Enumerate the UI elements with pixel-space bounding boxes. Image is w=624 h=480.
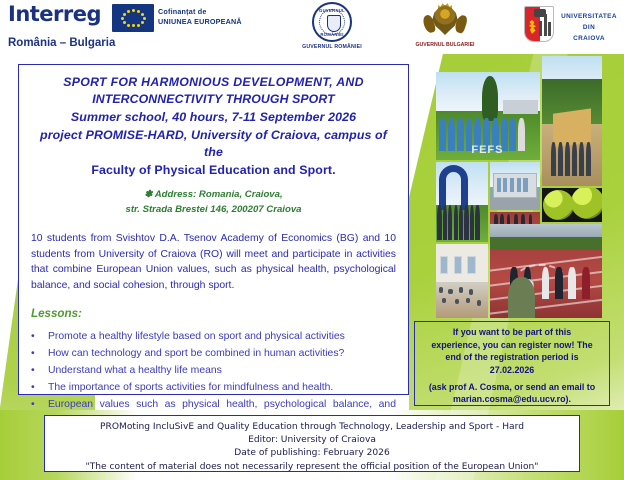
eu-cofunding-line2: UNIUNEA EUROPEANĂ (158, 17, 242, 27)
gov-bulgaria-logo (410, 3, 480, 48)
towers-icon (539, 14, 551, 36)
eu-cofunding-line1: Cofinanțat de (158, 7, 207, 16)
list-item (31, 346, 396, 361)
footer-line-3: Date of publishing: February 2026 (234, 448, 390, 459)
lesson-text: Promote a healthy lifestyle based on sport and physical activities (48, 330, 345, 342)
eu-flag-icon (112, 4, 154, 32)
seal-bottom-text: ROMÂNIEI (320, 32, 344, 37)
lesson-text: The importance of sports activities for mindfulness and health. (48, 382, 334, 394)
photo-indoor-gym (436, 244, 488, 318)
seal-top-text: GUVERNUL (319, 8, 345, 13)
eu-stars (112, 4, 154, 32)
lesson-text: Understand what a healthy life means (48, 364, 222, 376)
address-block (31, 188, 396, 217)
registration-line-2: experience, you can register now! The (431, 339, 593, 350)
bullet-icon: • (31, 399, 35, 411)
lessons-heading: Lessons: (31, 306, 82, 320)
title-line-1: SPORT FOR HARMONIOUS DEVELOPMENT, AND (63, 75, 364, 89)
ucv-line3: CRAIOVA (573, 34, 605, 42)
university-of-craiova-logo (524, 6, 620, 46)
gov-romania-seal-icon (312, 2, 352, 42)
ucv-name-text (560, 12, 618, 45)
registration-line-3: end of the registration period is (445, 352, 579, 363)
main-content-box (18, 64, 409, 411)
bullet-icon: • (31, 330, 35, 342)
footer-disclaimer-box (44, 415, 580, 472)
registration-contact-email: marian.cosma@edu.ucv.ro). (453, 394, 571, 405)
bullet-icon: • (31, 364, 35, 376)
title-line-3: Summer school, 40 hours, 7-11 September 2026 (70, 109, 357, 124)
title-line-5: Faculty of Physical Education and Sport. (91, 162, 336, 177)
gov-bulgaria-caption: GUVERNUL BULGARIEI (415, 42, 475, 48)
ucv-line2: DIN (582, 23, 596, 31)
registration-callout-box (414, 321, 610, 406)
bullet-icon: • (31, 382, 35, 394)
photo-collage (436, 56, 602, 318)
footer-line-4: "The content of material does not necessarily represent the official position of the European Union" (85, 461, 539, 472)
registration-deadline: 27.02.2026 (489, 364, 535, 375)
title-line-2: INTERCONNECTIVITY THROUGH SPORT (92, 92, 335, 107)
interreg-wordmark: Interreg (8, 2, 102, 26)
list-item (31, 363, 396, 378)
address-line-1: Address: Romania, Craiova, (154, 189, 283, 201)
ucv-line1: UNIVERSITATEA (561, 13, 617, 20)
gov-romania-logo (300, 2, 364, 50)
address-line-1-wrap (31, 188, 396, 202)
registration-contact-line-1: (ask prof A. Cosma, or send an email to (428, 381, 596, 392)
photo-tennis-balls (542, 188, 602, 222)
footer-line-1: PROMoting IncluSivE and Quality Education through Technology, Leadership and Sport - Hard (100, 422, 524, 432)
photo-university-building (490, 162, 540, 210)
gov-bulgaria-crest-icon (423, 3, 467, 41)
title-line-4: project PROMISE-HARD, University of Craiova, campus of the (40, 127, 387, 160)
programme-name: România – Bulgaria (8, 37, 116, 49)
seal-shield-icon (327, 15, 341, 32)
photo-watermark: FEFS (471, 144, 504, 157)
footer-line-2: Editor: University of Craiova (248, 435, 376, 446)
list-item (31, 380, 396, 395)
lesson-text: How can technology and sport be combined in human activities? (48, 347, 345, 359)
eu-cofunding-text (158, 7, 242, 28)
gov-romania-caption: GUVERNUL ROMÂNIEI (302, 44, 362, 50)
lesson-text: European values such as physical health, psychological balance, and (48, 399, 396, 411)
address-marker-icon: ✽ (144, 189, 153, 201)
logo-header-band (0, 0, 624, 54)
description-paragraph: 10 students from Svishtov D.A. Tsenov Academy of Economics (BG) and 10 students from University of Craiova (RO) will meet and participate in activities that combine European Union values, such as physical health, psychological balance, and social cohesion, through sport. (31, 233, 396, 291)
list-item (31, 329, 396, 344)
address-line-2: str. Strada Brestei 146, 200207 Craiova (125, 203, 302, 215)
photo-team-football-pitch (436, 72, 540, 160)
lessons-list (31, 329, 396, 428)
photo-football-match (490, 224, 602, 318)
bullet-icon: • (31, 347, 35, 359)
ucv-shield-icon (524, 6, 554, 42)
photo-inflatable-arch-start (436, 162, 488, 242)
registration-line-1: If you want to be part of this (452, 327, 572, 337)
photo-campus-tent (542, 56, 602, 186)
